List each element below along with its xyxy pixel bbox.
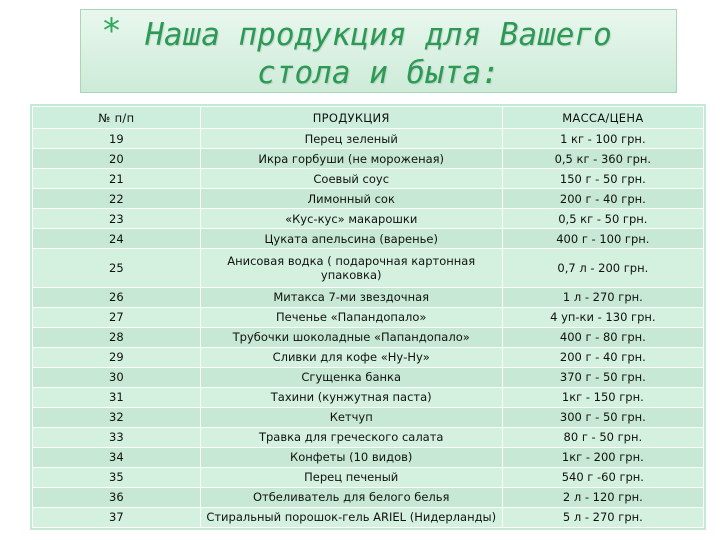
row-product: Лимонный сок [200,189,502,209]
row-product: Конфеты (10 видов) [200,447,502,467]
header-price: МАССА/ЦЕНА [502,107,703,129]
slide-title [81,10,676,92]
row-number: 31 [33,387,201,407]
row-number: 20 [33,149,201,169]
table-row [33,189,704,209]
title-line-1: Наша продукция для Вашего [145,17,612,53]
row-product: Тахини (кунжутная паста) [200,387,502,407]
row-price: 0,5 кг - 360 грн. [502,149,703,169]
header-number: № п/п [33,107,201,129]
row-product: «Кус-кус» макарошки [200,209,502,229]
row-number: 25 [33,249,201,288]
row-product: Перец печеный [200,467,502,487]
table-row [33,249,704,288]
row-product: Отбеливатель для белого белья [200,487,502,507]
table-row [33,367,704,387]
row-product: Анисовая водка ( подарочная картонная упаковка) [200,249,502,288]
product-table-container [30,104,706,530]
row-number: 30 [33,367,201,387]
row-price: 150 г - 50 грн. [502,169,703,189]
row-price: 0,7 л - 200 грн. [502,249,703,288]
table-row [33,447,704,467]
table-row [33,347,704,367]
row-number: 26 [33,287,201,307]
product-table [32,106,704,528]
table-header-row [33,107,704,129]
row-price: 370 г - 50 грн. [502,367,703,387]
row-number: 22 [33,189,201,209]
row-price: 1кг - 200 грн. [502,447,703,467]
table-row [33,287,704,307]
row-product: Митакса 7-ми звездочная [200,287,502,307]
row-number: 36 [33,487,201,507]
row-number: 23 [33,209,201,229]
row-price: 2 л - 120 грн. [502,487,703,507]
row-price: 200 г - 40 грн. [502,189,703,209]
row-number: 35 [33,467,201,487]
table-row [33,307,704,327]
row-number: 34 [33,447,201,467]
table-row [33,229,704,249]
row-number: 19 [33,129,201,149]
row-number: 24 [33,229,201,249]
table-row [33,487,704,507]
row-product: Сгущенка банка [200,367,502,387]
row-price: 5 л - 270 грн. [502,507,703,527]
table-row [33,387,704,407]
row-product: Перец зеленый [200,129,502,149]
row-product: Травка для греческого салата [200,427,502,447]
row-price: 80 г - 50 грн. [502,427,703,447]
row-price: 300 г - 50 грн. [502,407,703,427]
row-number: 29 [33,347,201,367]
row-number: 32 [33,407,201,427]
table-row [33,209,704,229]
table-row [33,407,704,427]
row-price: 1 л - 270 грн. [502,287,703,307]
row-number: 21 [33,169,201,189]
table-body [33,129,704,528]
row-number: 27 [33,307,201,327]
row-price: 400 г - 100 грн. [502,229,703,249]
row-product: Кетчуп [200,407,502,427]
row-product: Соевый соус [200,169,502,189]
row-product: Печенье «Папандопало» [200,307,502,327]
row-price: 200 г - 40 грн. [502,347,703,367]
table-row [33,327,704,347]
row-product: Стиральный порошок-гель ARIEL (Нидерланды) [200,507,502,527]
row-price: 1 кг - 100 грн. [502,129,703,149]
row-price: 4 уп-ки - 130 грн. [502,307,703,327]
table-row [33,149,704,169]
header-product: ПРОДУКЦИЯ [200,107,502,129]
row-number: 33 [33,427,201,447]
bullet-star-icon: * [103,11,120,51]
table-row [33,467,704,487]
row-price: 540 г -60 грн. [502,467,703,487]
title-line-2: стола и быта: [257,55,500,91]
row-product: Цуката апельсина (варенье) [200,229,502,249]
row-number: 37 [33,507,201,527]
row-number: 28 [33,327,201,347]
row-product: Икра горбуши (не мороженая) [200,149,502,169]
table-row [33,507,704,527]
row-price: 0,5 кг - 50 грн. [502,209,703,229]
row-price: 1кг - 150 грн. [502,387,703,407]
row-product: Трубочки шоколадные «Папандопало» [200,327,502,347]
row-product: Сливки для кофе «Ну-Ну» [200,347,502,367]
table-row [33,169,704,189]
table-row [33,427,704,447]
row-price: 400 г - 80 грн. [502,327,703,347]
slide-title-box [80,9,677,93]
table-row [33,129,704,149]
